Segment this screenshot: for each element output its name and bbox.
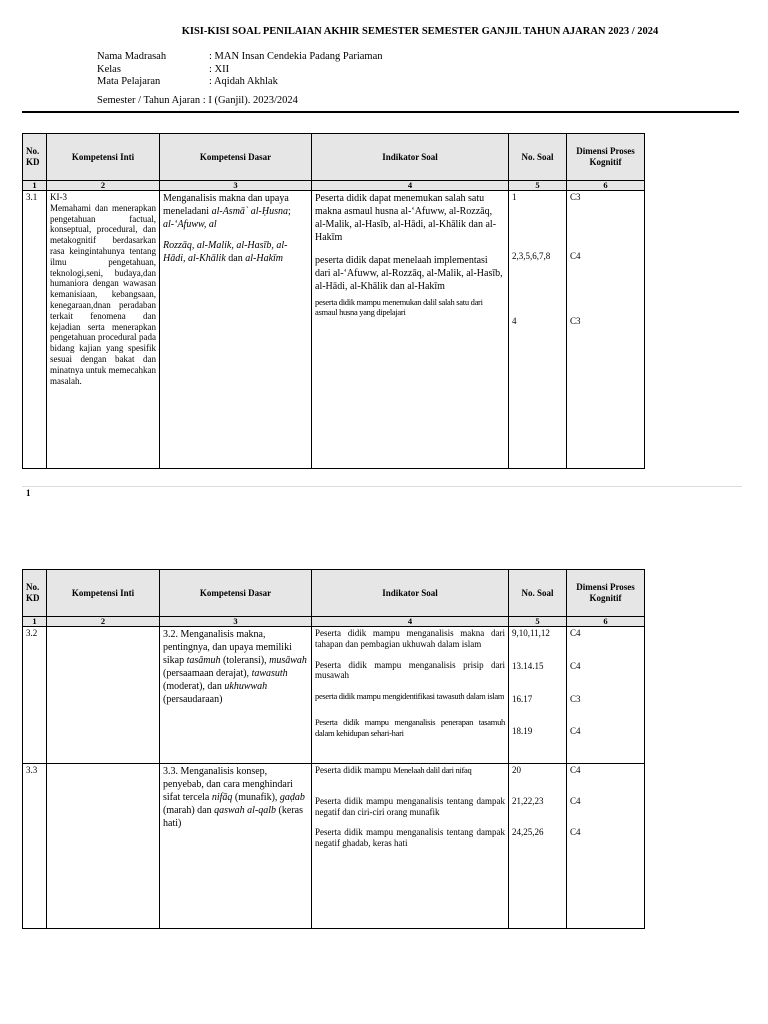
table-header-row (23, 570, 645, 617)
row-no-kd: 3.3 (23, 764, 47, 929)
dimensi-value: C4 (570, 765, 581, 775)
table-row (23, 627, 645, 764)
kd-cell: 3.2. Menganalisis makna, pentingnya, dan upaya memiliki sikap tasāmuh (toleransi), musāwah (persaamaan derajat), tawasuth (moderat), dan ukhuwwah (persaudaraan) (160, 627, 312, 764)
col-number: 1 (23, 181, 47, 191)
indikator-cell (312, 764, 509, 929)
row-no-kd: 3.1 (23, 191, 47, 469)
kd-cell (160, 191, 312, 469)
soal-number: 16.17 (512, 693, 533, 704)
meta-mapel (97, 76, 383, 89)
soal-number: 21,22,23 (512, 795, 544, 806)
col-no-soal: No. Soal (509, 570, 567, 617)
dimensi-value: C4 (570, 826, 581, 837)
soal-number: 4 (512, 315, 517, 326)
col-indikator-soal: Indikator Soal (312, 134, 509, 181)
indikator-item: peserta didik mampu menemukan dalil salah satu dari asmaul husna yang dipelajari (315, 297, 483, 318)
ki-cell (47, 764, 160, 929)
page-number: 1 (26, 488, 31, 498)
indikator-item: Peserta didik dapat menemukan salah satu makna asmaul husna al-‘Afuww, al-Rozzāq, al-Malik, al-Hasīb, al-Hādi, al-Khālik dan al-Hakīm (315, 193, 497, 243)
dimensi-value: C3 (570, 192, 581, 202)
soal-number: 20 (512, 765, 521, 775)
soal-number: 24,25,26 (512, 826, 544, 837)
indikator-item: Peserta didik mampu Menelaah dalil dari nifaq (315, 765, 472, 775)
blueprint-table-1 (22, 133, 645, 469)
col-no-kd: No. KD (23, 570, 47, 617)
document-meta (97, 51, 383, 107)
page-separator (22, 486, 742, 487)
col-dimensi: Dimensi Proses Kognitif (567, 570, 645, 617)
col-number: 3 (160, 617, 312, 627)
indikator-item: peserta didik mampu mengidentifikasi tawasuth dalam islam (315, 691, 505, 702)
col-kompetensi-dasar: Kompetensi Dasar (160, 134, 312, 181)
indikator-cell (312, 191, 509, 469)
meta-mapel-label: Mata Pelajaran (97, 76, 161, 88)
meta-madrasah (97, 51, 383, 64)
dimensi-value: C4 (570, 660, 581, 671)
dimensi-cell (567, 764, 645, 929)
soal-number: 13.14.15 (512, 660, 544, 671)
document-title: KISI-KISI SOAL PENILAIAN AKHIR SEMESTER SEMESTER GANJIL TAHUN AJARAN 2023 / 2024 (181, 26, 659, 37)
column-number-row (23, 617, 645, 627)
col-indikator-soal: Indikator Soal (312, 570, 509, 617)
kd-paragraph-1: Menganalisis makna dan upaya meneladani al-Asmā` al-Ḥusna; al-‘Afuww, al (163, 193, 291, 230)
blueprint-table-2 (22, 569, 645, 929)
column-number-row (23, 181, 645, 191)
col-number: 5 (509, 617, 567, 627)
meta-madrasah-label: Nama Madrasah (97, 51, 167, 62)
col-number: 1 (23, 617, 47, 627)
col-number: 2 (47, 617, 160, 627)
indikator-item: Peserta didik mampu menganalisis prisip dari musawah (315, 659, 505, 681)
meta-madrasah-value: : MAN Insan Cendekia Padang Pariaman (209, 51, 383, 62)
col-kompetensi-inti: Kompetensi Inti (47, 134, 160, 181)
meta-semester (97, 95, 383, 108)
indikator-item: peserta didik dapat menelaah implementasi dari al-‘Afuww, al-Rozzāq, al-Malik, al-Hasīb, al-Hādi, al-Khālik dan al-Hakīm (315, 255, 503, 292)
soal-number: 2,3,5,6,7,8 (512, 250, 551, 261)
meta-semester-text: Semester / Tahun Ajaran : I (Ganjil). 2023/2024 (97, 94, 298, 106)
col-no-soal: No. Soal (509, 134, 567, 181)
indikator-item: Peserta didik mampu menganalisis tentang dampak negatif ghadab, keras hati (315, 827, 505, 849)
dimensi-value: C4 (570, 628, 581, 638)
dimensi-value: C4 (570, 795, 581, 806)
dimensi-value: C3 (570, 693, 581, 704)
col-number: 3 (160, 181, 312, 191)
ki-cell (47, 627, 160, 764)
indikator-item: Peserta didik mampu menganalisis penerapan tasamuh dalam kehidupan sehari-hari (315, 717, 505, 738)
header-rule (22, 111, 739, 113)
soal-number: 18.19 (512, 726, 533, 737)
no-soal-cell (509, 191, 567, 469)
col-number: 6 (567, 181, 645, 191)
meta-kelas (97, 64, 383, 77)
meta-mapel-value: : Aqidah Akhlak (209, 76, 278, 88)
soal-number: 9,10,11,12 (512, 628, 550, 638)
kd-paragraph-2: Rozzāq, al-Malik, al-Hasīb, al-Hādi, al-Khālik dan al-Hakīm (163, 240, 288, 264)
kd-cell: 3.3. Menganalisis konsep, penyebab, dan cara menghindari sifat tercela nifāq (munafik), gaḍab (marah) dan qaswah al-qalb (keras hati) (160, 764, 312, 929)
indikator-item: Peserta didik mampu menganalisis tentang dampak negatif dan ciri-ciri orang munafik (315, 795, 505, 817)
meta-kelas-label: Kelas (97, 63, 121, 75)
col-number: 6 (567, 617, 645, 627)
no-soal-cell (509, 764, 567, 929)
row-no-kd: 3.2 (23, 627, 47, 764)
col-no-kd: No. KD (23, 134, 47, 181)
table-row (23, 191, 645, 469)
col-kompetensi-dasar: Kompetensi Dasar (160, 570, 312, 617)
col-number: 5 (509, 181, 567, 191)
indikator-item: Peserta didik mampu menganalisis makna dari tahapan dan pembagian ukhuwah dalam islam (315, 628, 505, 649)
table-header-row (23, 134, 645, 181)
indikator-cell (312, 627, 509, 764)
no-soal-cell (509, 627, 567, 764)
col-number: 2 (47, 181, 160, 191)
dimensi-value: C4 (570, 250, 581, 261)
col-dimensi: Dimensi Proses Kognitif (567, 134, 645, 181)
col-number: 4 (312, 181, 509, 191)
table-row (23, 764, 645, 929)
meta-kelas-value: : XII (209, 63, 230, 75)
dimensi-value: C3 (570, 315, 581, 326)
dimensi-cell (567, 627, 645, 764)
soal-number: 1 (512, 192, 517, 202)
col-number: 4 (312, 617, 509, 627)
dimensi-cell (567, 191, 645, 469)
ki-body: Memahami dan menerapkan pengetahuan factual, konseptual, procedural, dan metakognitif berdasarkan rasa keingintahunya tentang ilmu pengetahuan, teknologi,seni, budaya,dan humaniora dengan wawasan kemanisiaan, kebangsaan, kenegaraan,dnan peradaban terkait fenomena dan kejadian serta menerapkan pengetahuan procedural pada bidang kajian yang spesifik sesuai dengan bakat dan minatnya untuk memecahkan masalah. (50, 202, 156, 386)
col-kompetensi-inti: Kompetensi Inti (47, 570, 160, 617)
dimensi-value: C4 (570, 726, 581, 737)
ki-title: KI-3 (50, 192, 67, 202)
ki-cell (47, 191, 160, 469)
